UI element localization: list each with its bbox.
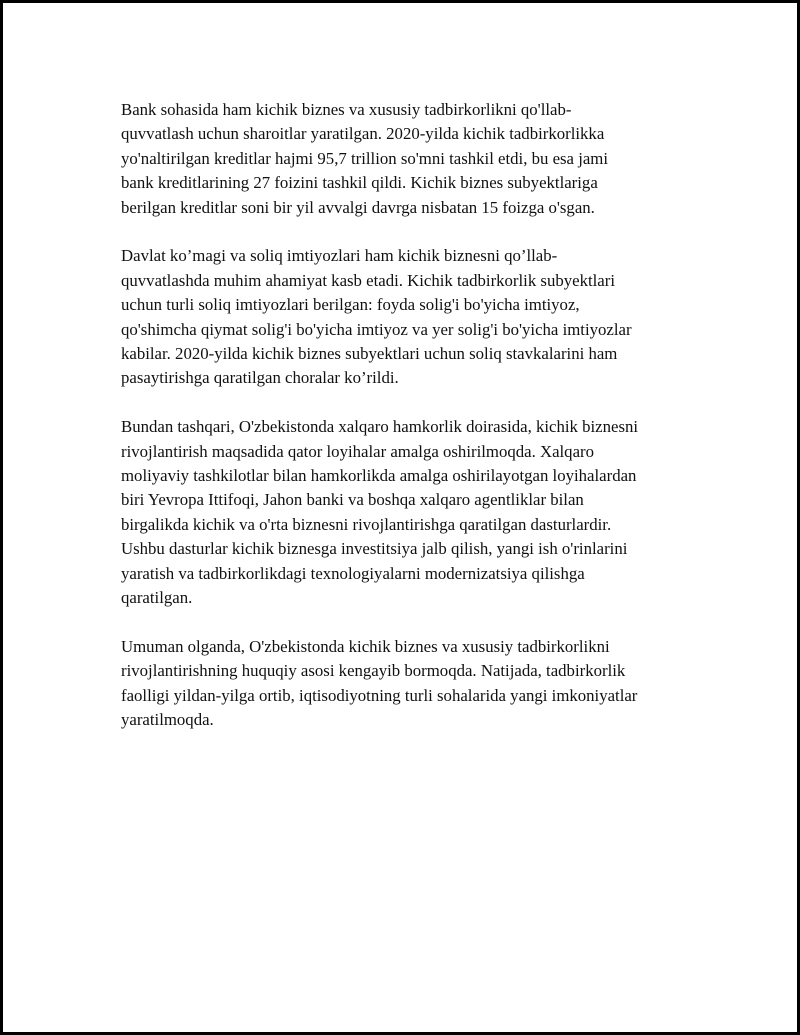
text-line: yo'naltirilgan kreditlar hajmi 95,7 trillion so'mni tashkil etdi, bu esa jami [121,148,609,168]
text-line: rivojlantirish maqsadida qator loyihalar amalga oshirilmoqda. Xalqaro [121,441,595,461]
text-line: qo'shimcha qiymat solig'i bo'yicha imtiyoz va yer solig'i bo'yicha imtiyozlar [121,319,632,339]
text-line: birgalikda kichik va o'rta biznesni rivojlantirishga qaratilgan dasturlardir. [121,514,612,534]
text-line: biri Yevropa Ittifoqi, Jahon banki va boshqa xalqaro agentliklar bilan [121,490,584,510]
text-line: yaratilmoqda. [121,710,214,730]
paragraph-international-cooperation [121,415,701,610]
document-body [121,98,701,757]
text-line: yaratish va tadbirkorlikdagi texnologiyalarni modernizatsiya qilishga [121,563,585,583]
text-line: berilgan kreditlar soni bir yil avvalgi davrga nisbatan 15 foizga o'sgan. [121,197,595,217]
text-line: qaratilgan. [121,588,193,608]
paragraph-bank-credits [121,98,701,220]
text-line: uchun turli soliq imtiyozlari berilgan: foyda solig'i bo'yicha imtiyoz, [121,295,580,315]
paragraph-conclusion [121,635,701,733]
text-line: Ushbu dasturlar kichik biznesga investitsiya jalb qilish, yangi ish o'rinlarini [121,539,628,559]
text-line: rivojlantirishning huquqiy asosi kengayib bormoqda. Natijada, tadbirkorlik [121,661,626,681]
text-line: quvvatlash uchun sharoitlar yaratilgan. 2020-yilda kichik tadbirkorlikka [121,124,605,144]
text-line: bank kreditlarining 27 foizini tashkil qildi. Kichik biznes subyektlariga [121,173,598,193]
text-line: Davlat ko’magi va soliq imtiyozlari ham kichik biznesni qo’llab- [121,246,558,266]
paragraph-tax-incentives [121,244,701,390]
text-line: pasaytirishga qaratilgan choralar ko’rildi. [121,368,399,388]
text-line: kabilar. 2020-yilda kichik biznes subyektlari uchun soliq stavkalarini ham [121,344,618,364]
text-line: Umuman olganda, O'zbekistonda kichik biznes va xususiy tadbirkorlikni [121,636,610,656]
text-line: Bundan tashqari, O'zbekistonda xalqaro hamkorlik doirasida, kichik biznesni [121,417,639,437]
text-line: quvvatlashda muhim ahamiyat kasb etadi. Kichik tadbirkorlik subyektlari [121,270,615,290]
text-line: faolligi yildan-yilga ortib, iqtisodiyotning turli sohalarida yangi imkoniyatlar [121,685,638,705]
text-line: moliyaviy tashkilotlar bilan hamkorlikda amalga oshirilayotgan loyihalardan [121,466,637,486]
text-line: Bank sohasida ham kichik biznes va xususiy tadbirkorlikni qo'llab- [121,100,572,119]
